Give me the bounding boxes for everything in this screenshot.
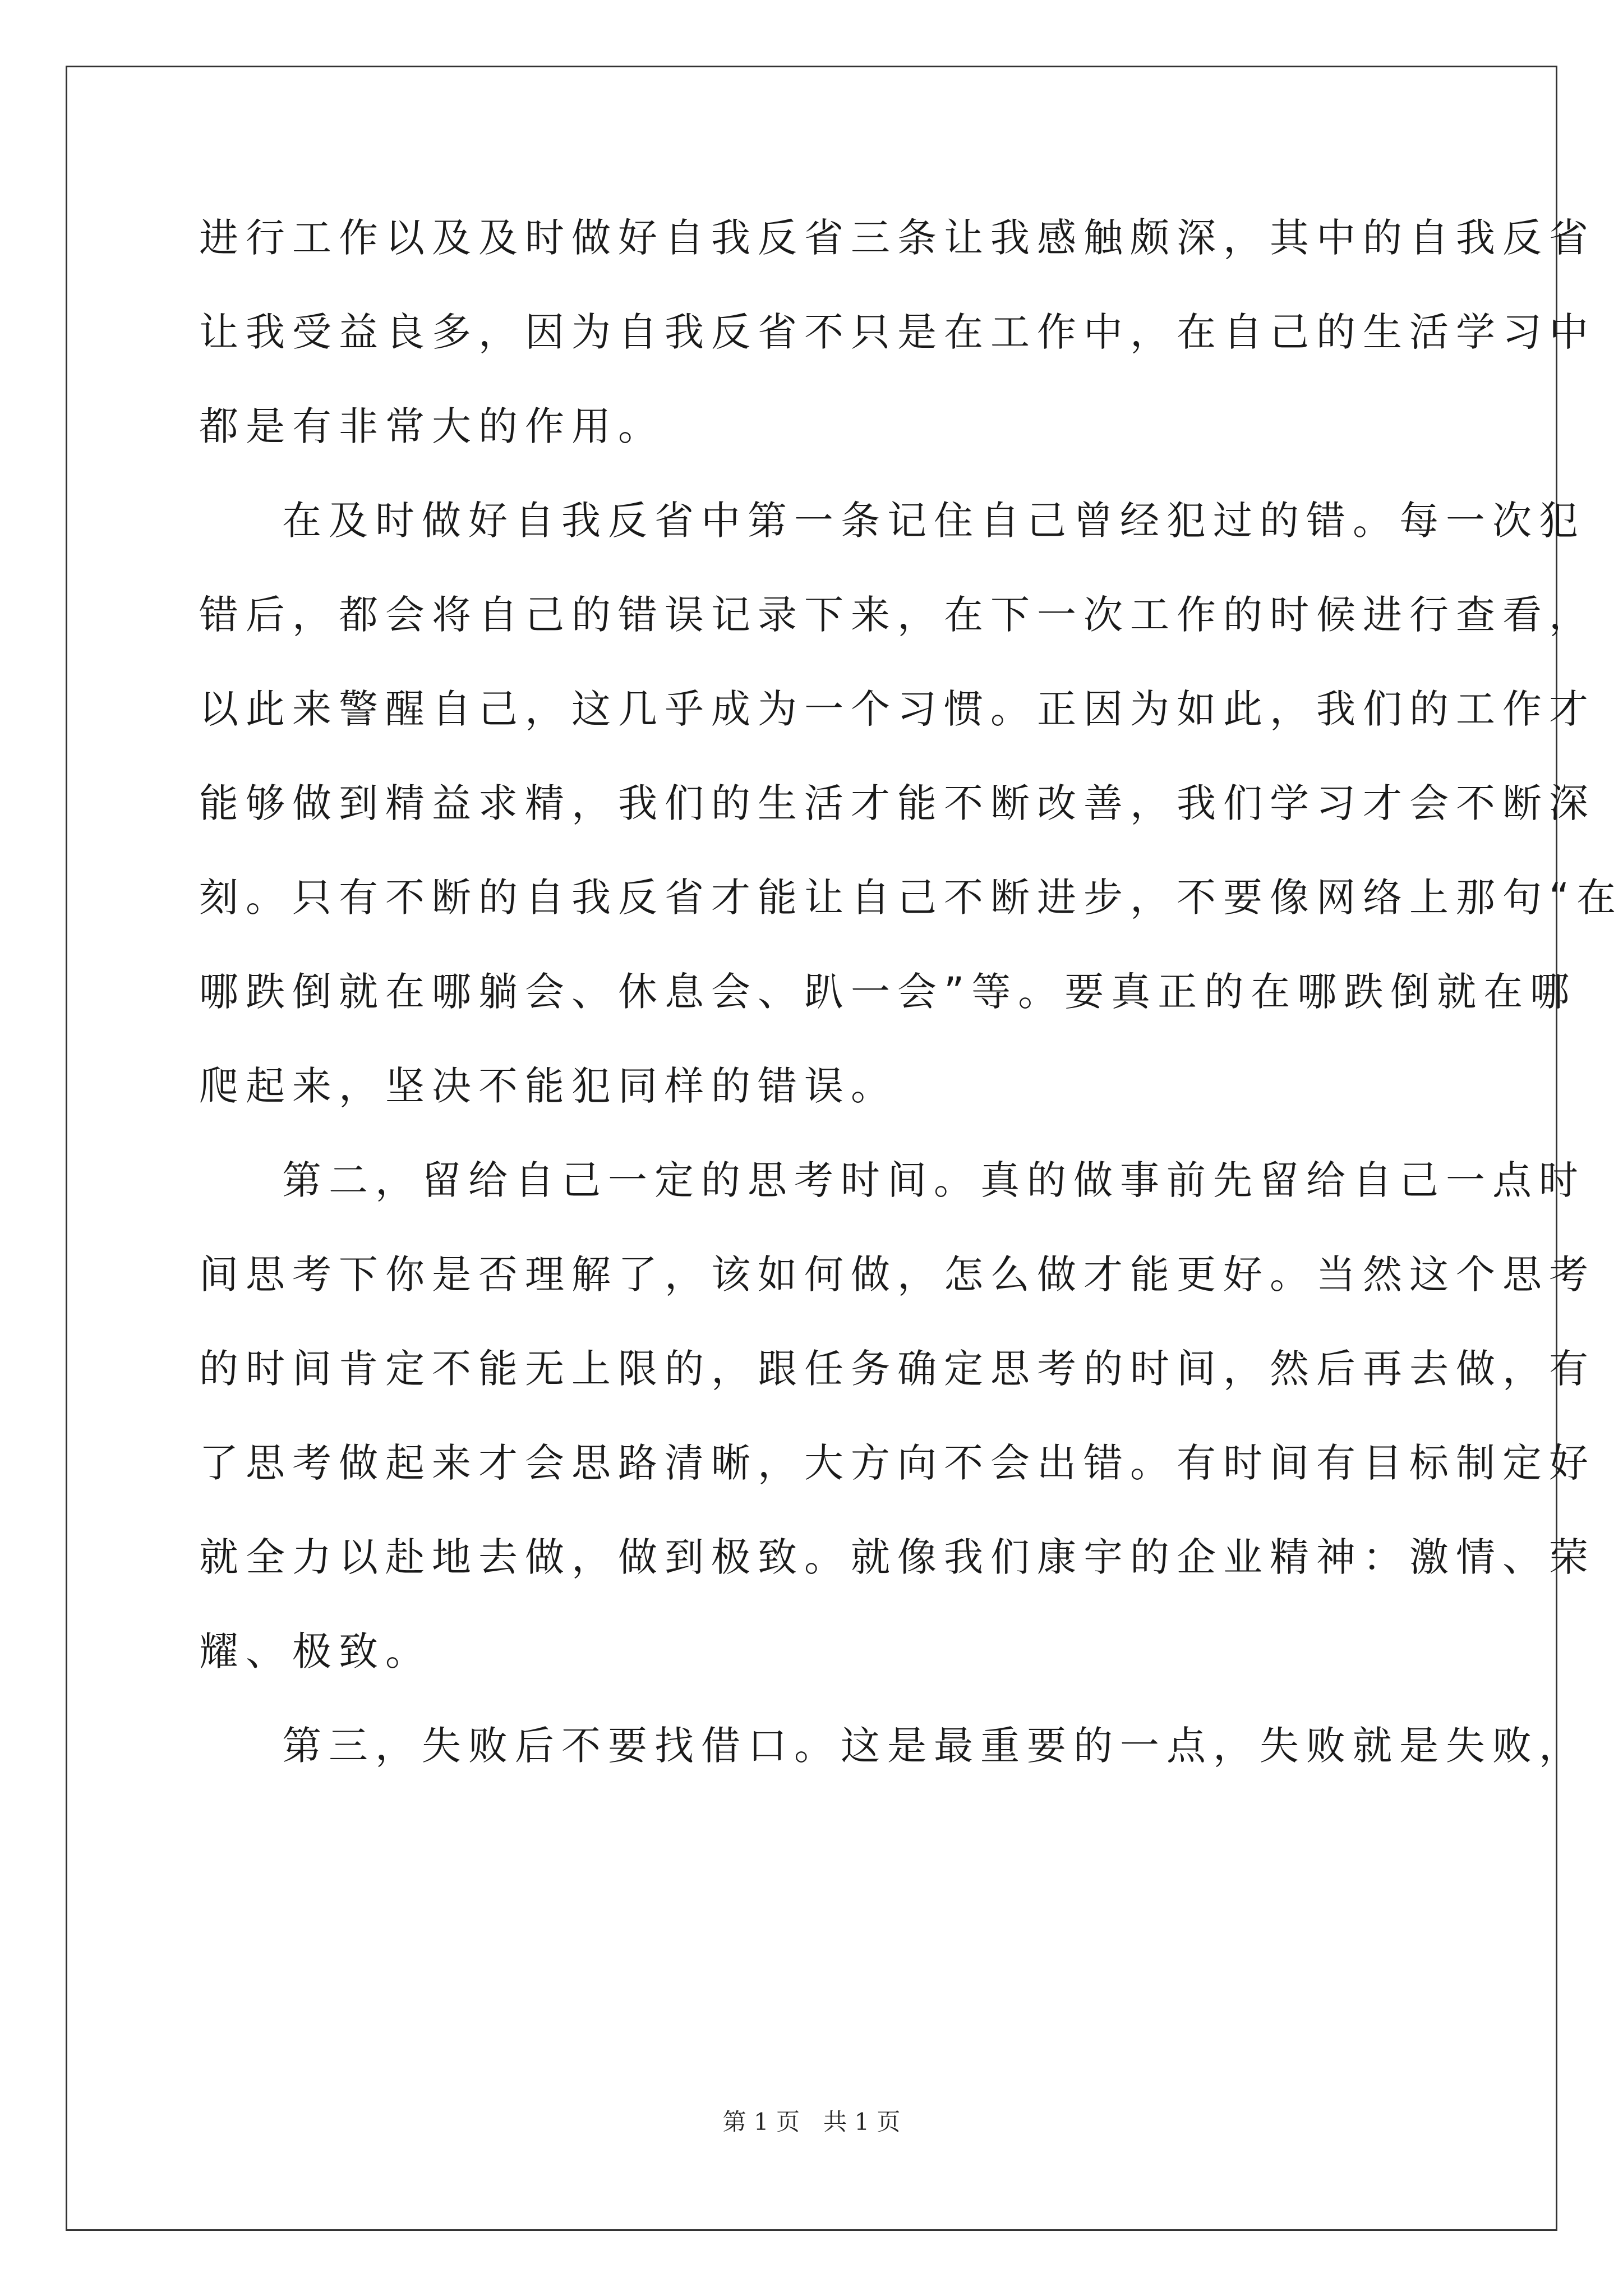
paragraph — [199, 191, 1596, 473]
text-line: 爬起来，坚决不能犯同样的错误。 — [199, 1063, 897, 1109]
text-line: 耀、极致。 — [199, 1628, 432, 1674]
text-line: 了思考做起来才会思路清晰，大方向不会出错。有时间有目标制定好 — [199, 1440, 1596, 1486]
text-line: 在及时做好自我反省中第一条记住自己曾经犯过的错。每一次犯 — [282, 498, 1585, 544]
document-body — [199, 191, 1623, 1793]
text-line: 进行工作以及及时做好自我反省三条让我感触颇深，其中的自我反省 — [199, 215, 1596, 261]
paragraph — [199, 1699, 1585, 1793]
paragraph — [199, 473, 1623, 1133]
page-number-footer: 第 1 页 共 1 页 — [722, 2108, 901, 2136]
text-line: 错后，都会将自己的错误记录下来，在下一次工作的时候进行查看， — [199, 592, 1596, 638]
text-line: 第三，失败后不要找借口。这是最重要的一点，失败就是失败， — [282, 1723, 1585, 1769]
paragraph — [199, 1133, 1596, 1699]
text-line: 让我受益良多，因为自我反省不只是在工作中，在自己的生活学习中 — [199, 309, 1596, 355]
text-line: 刻。只有不断的自我反省才能让自己不断进步，不要像网络上那句“在 — [199, 875, 1623, 921]
text-line: 的时间肯定不能无上限的，跟任务确定思考的时间，然后再去做，有 — [199, 1346, 1596, 1392]
text-line: 就全力以赴地去做，做到极致。就像我们康宇的企业精神：激情、荣 — [199, 1534, 1596, 1580]
text-line: 以此来警醒自己，这几乎成为一个习惯。正因为如此，我们的工作才 — [199, 686, 1596, 732]
text-line: 都是有非常大的作用。 — [199, 403, 665, 449]
text-line: 哪跌倒就在哪躺会、休息会、趴一会”等。要真正的在哪跌倒就在哪 — [199, 969, 1577, 1015]
text-line: 第二，留给自己一定的思考时间。真的做事前先留给自己一点时 — [282, 1157, 1585, 1203]
text-line: 间思考下你是否理解了，该如何做，怎么做才能更好。当然这个思考 — [199, 1251, 1596, 1297]
text-line: 能够做到精益求精，我们的生活才能不断改善，我们学习才会不断深 — [199, 780, 1596, 826]
